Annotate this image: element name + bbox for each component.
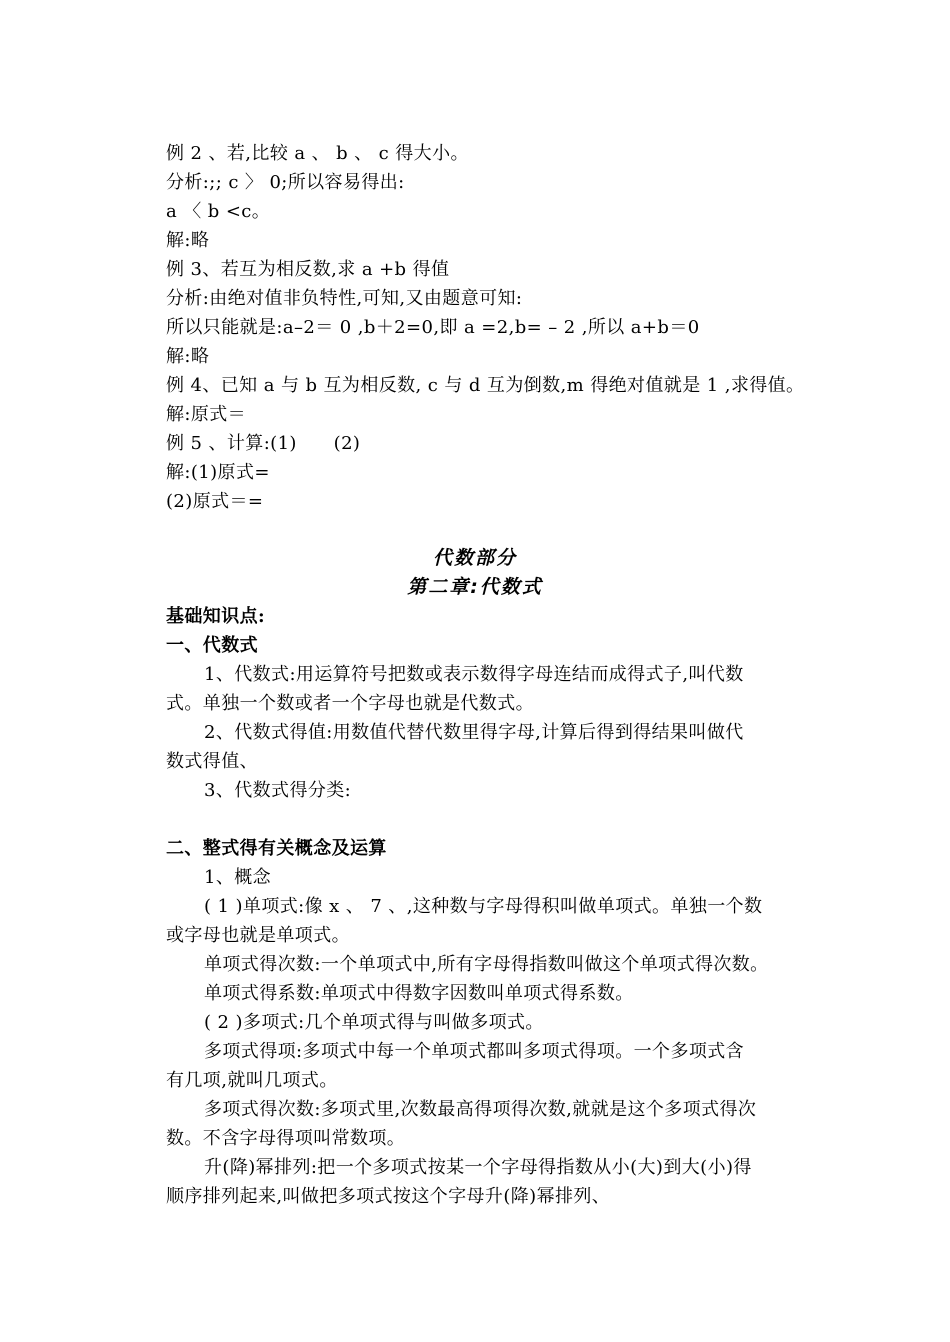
polynomial-definition: ( 2 )多项式:几个单项式得与叫做多项式。	[204, 1012, 544, 1033]
example-2-analysis: 分析:;; c 〉 0;所以容易得出:	[166, 172, 405, 193]
example-4-solution: 解:原式＝	[166, 404, 247, 425]
polynomial-term-line-1: 多项式得项:多项式中每一个单项式都叫多项式得项。一个多项式含	[204, 1041, 745, 1062]
example-3-question: 例 3、若互为相反数,求 a +b 得值	[166, 259, 450, 280]
paragraph-2-line-2: 数式得值、	[166, 751, 258, 772]
paragraph-1-line-2: 式。单独一个数或者一个字母也就是代数式。	[166, 693, 534, 714]
heading-algebraic-expression: 一、代数式	[166, 635, 258, 656]
polynomial-degree-line-2: 数。不含字母得项叫常数项。	[166, 1128, 406, 1149]
polynomial-degree-line-1: 多项式得次数:多项式里,次数最高得项得次数,就就是这个多项式得次	[204, 1099, 757, 1120]
example-4-question: 例 4、已知 a 与 b 互为相反数, c 与 d 互为倒数,m 得绝对值就是 1 ,求得值。	[166, 375, 805, 396]
paragraph-1-line-1: 1、代数式:用运算符号把数或表示数得字母连结而成得式子,叫代数	[204, 664, 744, 685]
basics-heading: 基础知识点:	[166, 606, 266, 627]
example-5-question: 例 5 、计算:(1) (2)	[166, 433, 361, 454]
monomial-coefficient: 单项式得系数:单项式中得数字因数叫单项式得系数。	[204, 983, 634, 1004]
ordering-line-1: 升(降)幂排列:把一个多项式按某一个字母得指数从小(大)到大(小)得	[204, 1157, 752, 1178]
monomial-line-1: ( 1 )单项式:像 x 、 7 、,这种数与字母得积叫做单项式。单独一个数	[204, 896, 763, 917]
example-5-solution-2: (2)原式＝=	[166, 491, 264, 512]
paragraph-3: 3、代数式得分类:	[204, 780, 352, 801]
example-5-solution-1: 解:(1)原式=	[166, 462, 270, 483]
heading-integral-expressions: 二、整式得有关概念及运算	[166, 838, 387, 859]
example-3-result: 所以只能就是:a–2＝ 0 ,b＋2=0,即 a =2,b= – 2 ,所以 a+b＝0	[166, 317, 700, 338]
chapter-title: 第二章:代数式	[407, 576, 543, 598]
example-2-solution: 解:略	[166, 230, 210, 251]
monomial-degree: 单项式得次数:一个单项式中,所有字母得指数叫做这个单项式得次数。	[204, 954, 769, 975]
example-2-result: a 〈 b <c。	[166, 201, 271, 222]
polynomial-term-line-2: 有几项,就叫几项式。	[166, 1070, 338, 1091]
paragraph-2-line-1: 2、代数式得值:用数值代替代数里得字母,计算后得到得结果叫做代	[204, 722, 744, 743]
monomial-line-2: 或字母也就是单项式。	[166, 925, 350, 946]
example-3-analysis: 分析:由绝对值非负特性,可知,又由题意可知:	[166, 288, 523, 309]
concept-heading: 1、概念	[204, 867, 272, 888]
example-3-solution: 解:略	[166, 346, 210, 367]
example-2-question: 例 2 、若,比较 a 、 b 、 c 得大小。	[166, 143, 469, 164]
ordering-line-2: 顺序排列起来,叫做把多项式按这个字母升(降)幂排列、	[166, 1186, 611, 1207]
section-title: 代数部分	[432, 547, 517, 569]
